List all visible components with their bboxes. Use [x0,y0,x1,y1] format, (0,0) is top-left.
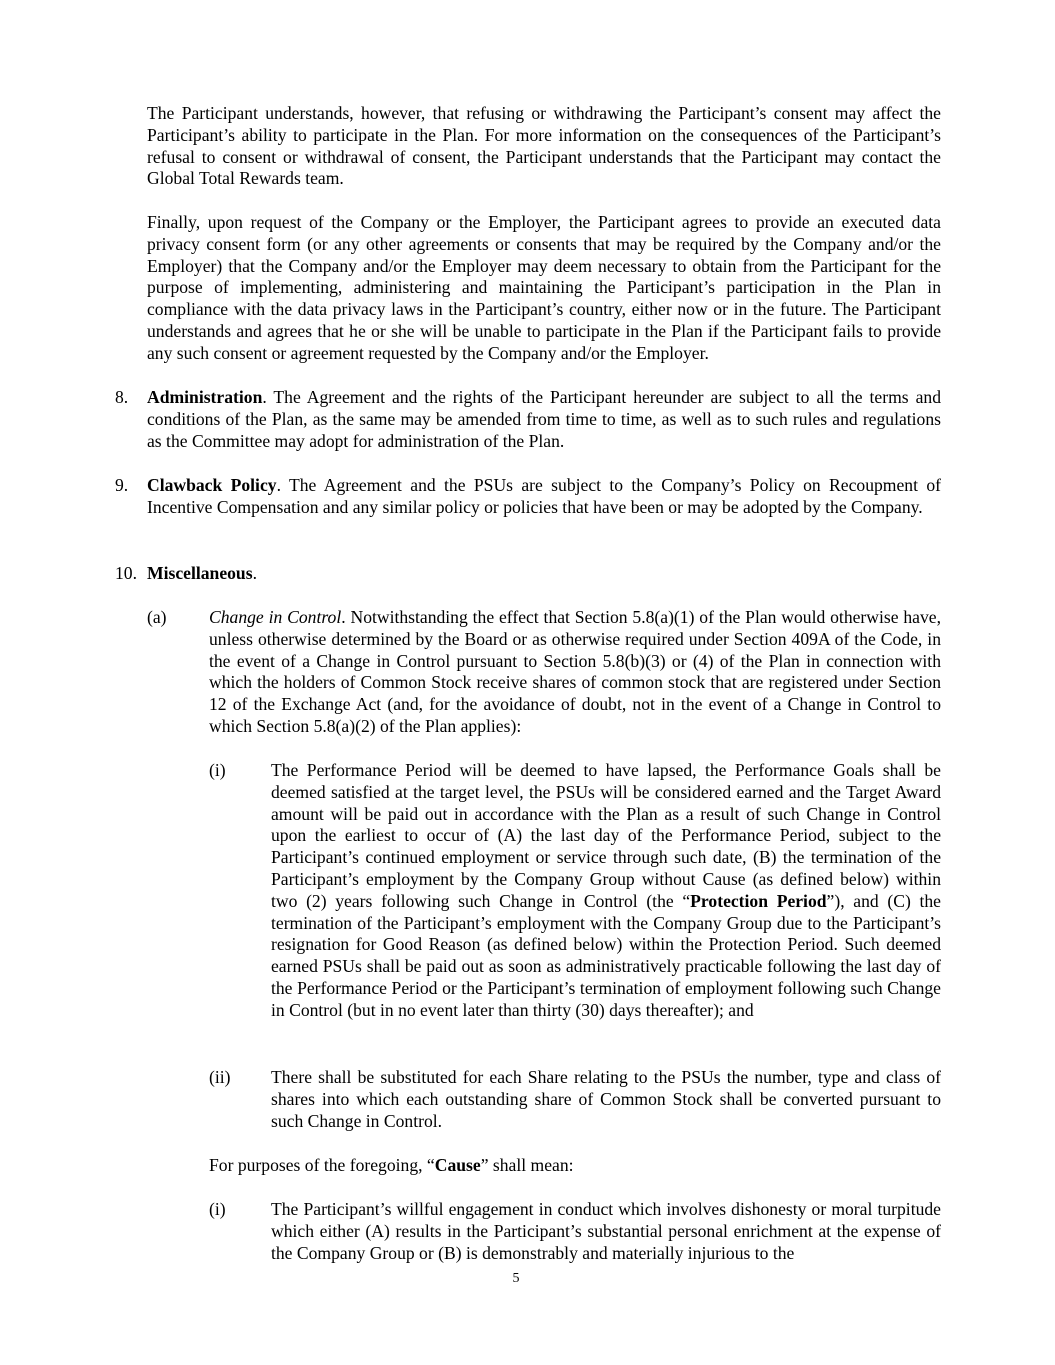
section-administration [147,387,941,452]
section-miscellaneous [147,563,941,585]
item-i-text-before: The Performance Period will be deemed to have lapsed, the Performance Goals shall be deemed satisfied at the target level, the PSUs will be considered earned and the Target Award amount will be paid out in accordance with the Plan as a result of such Change in Control upon the earliest to occur of (A) the last day of the Performance Period, subject to the Participant’s continued employment or service through such date, (B) the termination of the Participant’s employment by the Company Group without Cause (as defined below) within two (2) years following such Change in Control (the “ [271,760,941,911]
protection-period-term: Protection Period [690,890,827,911]
cause-term: Cause [434,1155,481,1175]
data-privacy-consent-paragraph: Finally, upon request of the Company or the Employer, the Participant agrees to provide an executed data privacy consent form (or any other agreements or consents that may be required by the Company and/or the Employer) that the Company and/or the Employer may deem necessary to obtain from the Participant for the purpose of implementing, administering and maintaining the Participant’s participation in the Plan in compliance with the data privacy laws in the Participant’s country, either now or in the future. The Participant understands and agrees that he or she will be unable to participate in the Plan if the Participant fails to provide any such consent or agreement requested by the Company and/or the Employer. [147,212,941,363]
subsection-heading-change-in-control: Change in Control [209,607,342,627]
cause-item-label-i: (i) [209,1199,226,1219]
section-number-9: 9. [115,475,129,495]
item-label-ii: (ii) [209,1067,231,1087]
subsection-text-change-in-control: . Notwithstanding the effect that Section 5.8(a)(1) of the Plan would otherwise have, unless otherwise determined by the Board or as otherwise required under Section 409A of the Code, in the event of a Change in Control pursuant to Section 5.8(b)(3) or (4) of the Plan in connection with which the holders of Common Stock receive shares of common stock that are registered under Section 12 of the Exchange Act (and, for the avoidance of doubt, not in the event of a Change in Control to which Section 5.8(a)(2) of the Plan applies): [209,607,941,736]
subsection-label-a: (a) [147,607,167,627]
consent-withdrawal-paragraph: The Participant understands, however, that refusing or withdrawing the Participant’s consent may affect the Participant’s ability to participate in the Plan. For more information on the consequences of the Participant’s refusal to consent or withdrawal of consent, the Participant understands that the Participant may contact the Global Total Rewards team. [147,103,941,189]
item-performance-period [271,760,941,1022]
cause-intro-before: For purposes of the foregoing, “ [209,1155,435,1175]
cause-item-dishonesty: The Participant’s willful engagement in conduct which involves dishonesty or moral turpitude which either (A) results in the Participant’s substantial personal enrichment at the expense of the Company Group or (B) is demonstrably and materially injurious to the [271,1199,941,1263]
section-text-miscellaneous: . [252,563,257,583]
item-share-substitution: There shall be substituted for each Share relating to the PSUs the number, type and class of shares into which each outstanding share of Common Stock shall be converted pursuant to such Change in Control. [271,1067,941,1131]
page-number: 5 [512,1271,520,1286]
section-heading-clawback: Clawback Policy [147,475,277,495]
section-heading-miscellaneous: Miscellaneous [147,563,253,583]
section-number-8: 8. [115,387,129,407]
section-text-clawback: . The Agreement and the PSUs are subject to the Company’s Policy on Recoupment of Incentive Compensation and any similar policy or policies that have been or may be adopted by the Company. [147,475,941,517]
item-label-i: (i) [209,760,226,780]
section-clawback-policy [147,475,941,519]
cause-definition-intro [209,1155,574,1177]
cause-intro-after: ” shall mean: [480,1155,574,1175]
section-text-administration: . The Agreement and the rights of the Participant hereunder are subject to all the terms and conditions of the Plan, as the same may be amended from time to time, as well as to such rules and regulations as the Committee may adopt for administration of the Plan. [147,387,941,451]
section-heading-administration: Administration [147,387,263,407]
item-i-text-after: ”), and (C) the termination of the Participant’s employment with the Company Group due to the Participant’s resignation for Good Reason (as defined below) within the Protection Period. Such deemed earned PSUs shall be paid out as soon as administratively practicable following the last day of the Performance Period or the Participant’s termination of employment following such Change in Control (but in no event later than thirty (30) days thereafter); and [271,890,941,1020]
section-number-10: 10. [115,563,137,583]
subsection-change-in-control [209,607,941,738]
